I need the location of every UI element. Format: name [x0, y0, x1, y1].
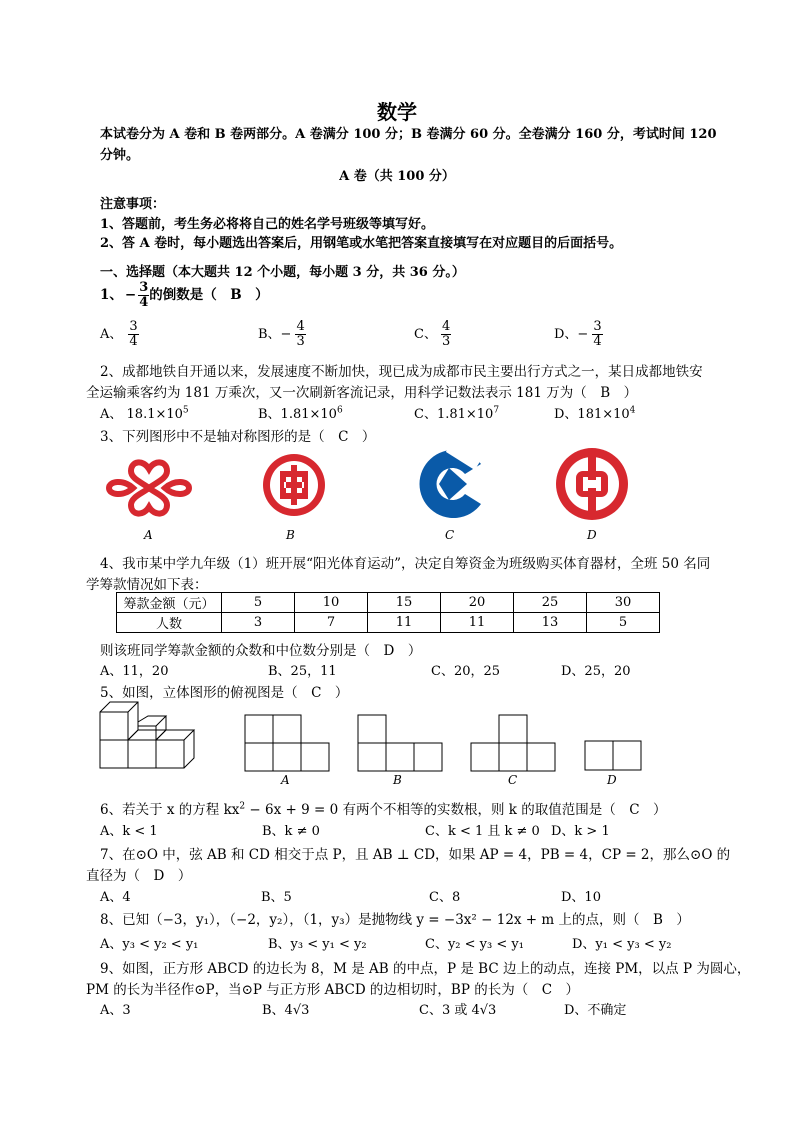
table-cell: 10	[295, 593, 368, 613]
table-header-cell: 筹款金额（元）	[117, 593, 222, 613]
q5-label-a: A	[281, 773, 290, 787]
q6-option-c: C、k < 1 且 k ≠ 0	[425, 824, 540, 839]
icbc-logo	[260, 451, 328, 519]
q7-line-1: 7、在⊙O 中，弦 AB 和 CD 相交于点 P，且 AB ⊥ CD，如果 AP = 4，PB = 4，CP = 2，那么⊙O 的	[100, 847, 731, 863]
q7-line-2: 直径为（ D ）	[86, 868, 192, 884]
page-title: 数学	[377, 100, 417, 124]
q7-option-d: D、10	[561, 890, 601, 905]
q1-option-c: C、 $\frac{4}{3}$	[414, 319, 451, 349]
q4-line-2: 学筹款情况如下表：	[86, 577, 208, 593]
option-d-view	[584, 740, 642, 772]
q1-fraction: $\frac{3}{4}$	[139, 280, 149, 310]
q3-label-a: A	[144, 528, 153, 542]
table-cell: 30	[587, 593, 660, 613]
q2-option-d: D、$181\times 10^4$	[554, 405, 636, 422]
table-header-cell: 人数	[117, 613, 222, 633]
q4-line-1: 4、我市某中学九年级（1）班开展“阳光体育运动”，决定自筹资金为班级购买体育器材，全班 50 名同	[100, 556, 711, 572]
notes-item-2: 2、答 A 卷时，每小题选出答案后，用钢笔或水笔把答案直接填写在对应题目的后面括号。	[100, 236, 623, 251]
question-8: 8、已知（−3，y₁），（−2，y₂），（1，y₃）是抛物线 y = −3x² − 12x + m 上的点，则（ B ）	[100, 912, 690, 928]
q5-label-b: B	[393, 773, 402, 787]
q1-minus: −	[124, 287, 137, 303]
q9-line-2: PM 的长为半径作⊙P，当⊙P 与正方形 ABCD 的边相切时，BP 的长为（ C ）	[86, 982, 580, 998]
q1-option-a: A、 $\frac{3}{4}$	[100, 319, 138, 349]
q2-option-c: C、$1.81\times 10^7$	[414, 405, 500, 422]
question-1	[100, 281, 269, 310]
part1-heading: 一、选择题（本大题共 12 个小题，每小题 3 分，共 36 分。）	[100, 265, 465, 280]
q2-option-a: A、 $18.1\times 10^5$	[100, 405, 189, 422]
table-cell: 25	[514, 593, 587, 613]
q1-text: 的倒数是（ B ）	[149, 287, 269, 303]
q9-line-1: 9、如图，正方形 ABCD 的边长为 8，M 是 AB 的中点，P 是 BC 边上的动点，连接 PM，以点 P 为圆心，	[100, 961, 751, 977]
table-row	[117, 613, 660, 633]
q4-question: 则该班同学筹款金额的众数和中位数分别是（ D ）	[100, 643, 422, 659]
notes-item-1: 1、答题前，考生务必将将自己的姓名学号班级等填写好。	[100, 217, 435, 232]
q3-label-c: C	[445, 528, 455, 542]
q8-option-b: B、y₃ < y₁ < y₂	[268, 937, 367, 952]
solid-figure	[98, 700, 202, 772]
q2-line-2: 全运输乘客约为 181 万乘次，又一次刷新客流记录，用科学记数法表示 181 万为（ B ）	[86, 385, 638, 401]
boc-logo	[553, 446, 631, 522]
q4-option-b: B、25，11	[268, 664, 337, 679]
ccb-logo	[413, 446, 491, 522]
table-cell: 13	[514, 613, 587, 633]
q1-option-d: D、− $\frac{3}{4}$	[554, 319, 602, 349]
q2-option-b: B、$1.81\times 10^6$	[258, 405, 343, 422]
q6-option-d: D、k > 1	[551, 824, 610, 839]
question-3: 3、下列图形中不是轴对称图形的是（ C ）	[100, 429, 376, 445]
q4-option-d: D、25，20	[561, 664, 631, 679]
q4-option-a: A、11，20	[100, 664, 169, 679]
q5-label-d: D	[607, 773, 617, 787]
question-6: 6、若关于 x 的方程 $kx^2 - 6x + 9 = 0$ 有两个不相等的实数根，则 k 的取值范围是（ C ）	[100, 801, 667, 818]
table-cell: 15	[368, 593, 441, 613]
q9-option-d: D、不确定	[564, 1003, 627, 1018]
q4-option-c: C、20，25	[431, 664, 501, 679]
q5-label-c: C	[508, 773, 518, 787]
table-cell: 5	[587, 613, 660, 633]
q7-option-a: A、4	[100, 890, 131, 905]
table-row	[117, 593, 660, 613]
notes-heading: 注意事项：	[100, 197, 166, 212]
option-b-view	[357, 714, 445, 772]
q8-option-a: A、y₃ < y₂ < y₁	[100, 937, 199, 952]
option-c-view	[470, 714, 558, 772]
q9-option-c: C、3 或 4√3	[419, 1003, 497, 1018]
q7-option-b: B、5	[261, 890, 292, 905]
option-a-view	[244, 714, 332, 772]
table-cell: 20	[441, 593, 514, 613]
q2-line-1: 2、成都地铁自开通以来，发展速度不断加快，现已成为成都市民主要出行方式之一，某日成都地铁安	[100, 364, 703, 380]
intro-text: 本试卷分为 A 卷和 B 卷两部分。A 卷满分 100 分；B 卷满分 60 分。全卷满分 160 分，考试时间 120 分钟。	[100, 127, 717, 163]
q9-option-a: A、3	[100, 1003, 131, 1018]
fund-table	[116, 592, 660, 633]
q9-option-b: B、4√3	[262, 1003, 310, 1018]
q1-number: 1、	[100, 287, 123, 303]
q1-option-b: B、− $\frac{4}{3}$	[258, 319, 305, 349]
q6-option-a: A、k < 1	[100, 824, 158, 839]
q3-label-b: B	[286, 528, 295, 542]
q8-option-c: C、y₂ < y₃ < y₁	[425, 937, 524, 952]
section-a-heading: A 卷（共 100 分）	[339, 169, 455, 184]
table-cell: 3	[222, 613, 295, 633]
q8-option-d: D、y₁ < y₃ < y₂	[572, 937, 672, 952]
table-cell: 7	[295, 613, 368, 633]
q3-label-d: D	[587, 528, 597, 542]
table-cell: 11	[441, 613, 514, 633]
question-5: 5、如图，立体图形的俯视图是（ C ）	[100, 685, 349, 701]
table-cell: 11	[368, 613, 441, 633]
unicom-knot-logo	[103, 455, 195, 521]
q7-option-c: C、8	[429, 890, 461, 905]
q6-option-b: B、k ≠ 0	[262, 824, 320, 839]
table-cell: 5	[222, 593, 295, 613]
